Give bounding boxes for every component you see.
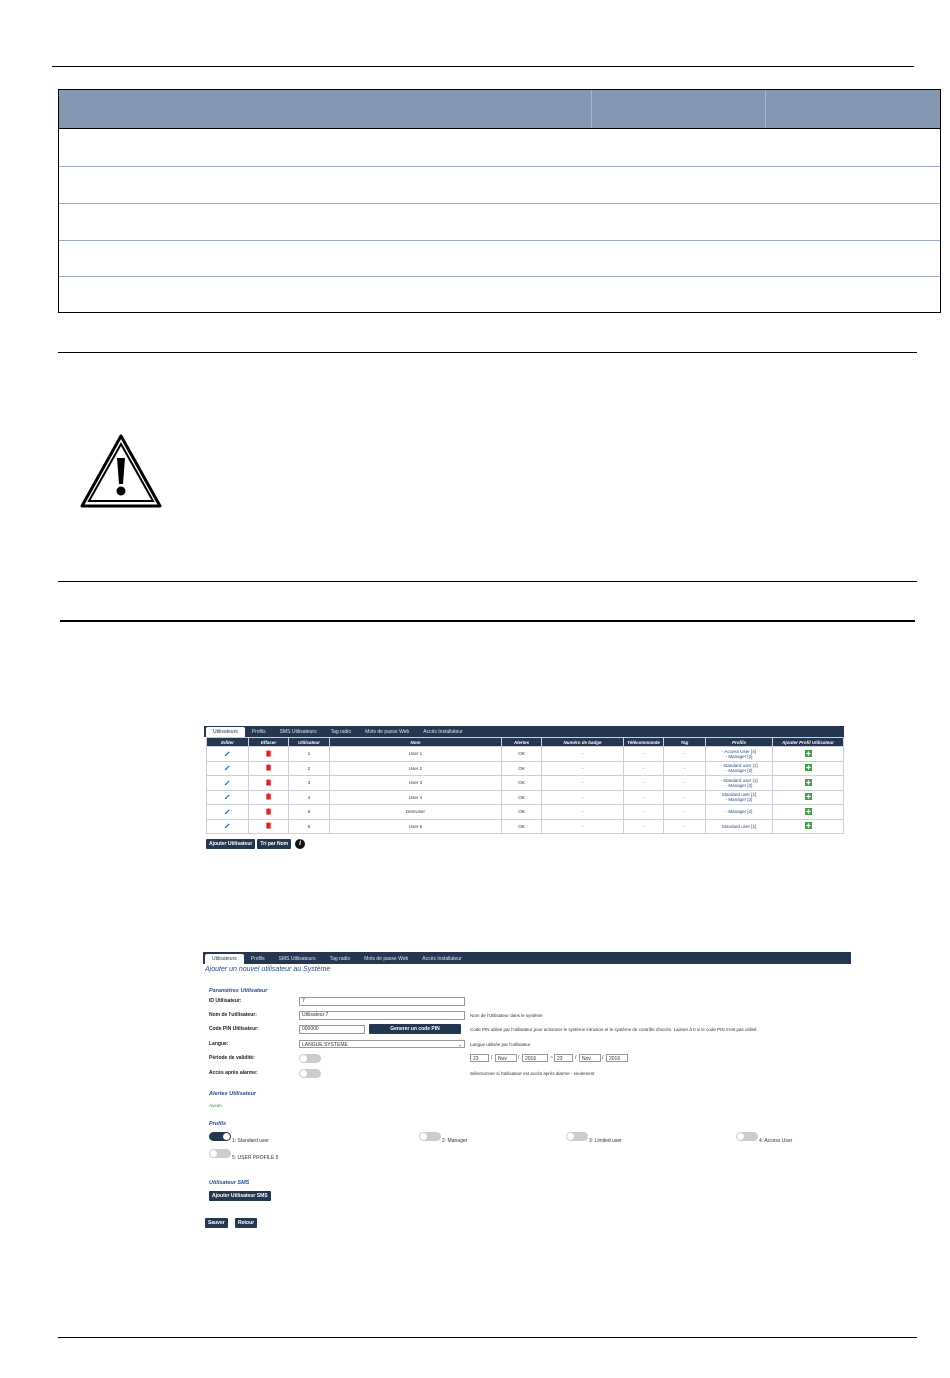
profile-link[interactable]: - Manager [2]: [725, 768, 753, 774]
user-tag: -: [664, 805, 706, 820]
user-alert: OK: [502, 790, 542, 805]
alerts-value: Aucun: [209, 1103, 222, 1108]
profile-link[interactable]: - Manager [2]: [725, 809, 753, 815]
profile-link[interactable]: Standard user [1]: [721, 792, 757, 798]
edit-icon[interactable]: [207, 819, 249, 834]
profile-label-2: 2: Manager: [442, 1138, 468, 1144]
tab-web-passwords[interactable]: Mots de passe Web: [364, 956, 409, 962]
delete-icon[interactable]: [249, 747, 289, 762]
table-row: [207, 747, 844, 762]
user-id: 2: [289, 761, 330, 776]
tab-installer-access[interactable]: Accès Installateur: [422, 956, 462, 962]
to-day-select[interactable]: 23: [554, 1054, 573, 1062]
id-label: ID Utilisateur:: [209, 998, 242, 1004]
date-separator: /: [602, 1055, 604, 1061]
col-add-profile: Ajouter Profil Utilisateur: [773, 738, 844, 747]
sms-heading: Utilisateur SMS: [209, 1180, 250, 1186]
name-input[interactable]: Utilisateur 7: [299, 1011, 465, 1020]
pin-note: Code PIN utilisé par l'utilisateur pour actionner le système intrusion et le système de contrôle d'accès. Laisser à 0 si le code PIN n'est pas utilisé.: [470, 1027, 758, 1032]
edit-icon[interactable]: [207, 761, 249, 776]
user-name: User 2: [330, 761, 502, 776]
sort-by-name-button[interactable]: Tri par Nom: [257, 839, 291, 849]
users-table: [206, 737, 844, 834]
profile-link[interactable]: - Standard user [1]: [720, 777, 758, 783]
pin-label: Code PIN Utilisateur:: [209, 1026, 259, 1032]
table-row: [207, 790, 844, 805]
user-list-screenshot: [204, 726, 844, 849]
user-id: 6: [289, 819, 330, 834]
save-button[interactable]: Sauver: [205, 1218, 228, 1228]
col-alerts: Alertes: [502, 738, 542, 747]
user-name: User 3: [330, 776, 502, 791]
add-profile-icon[interactable]: [773, 790, 844, 805]
user-badge: -: [542, 819, 624, 834]
user-profiles: [706, 761, 773, 776]
edit-icon[interactable]: [207, 805, 249, 820]
edit-icon[interactable]: [207, 747, 249, 762]
col-profiles: Profils: [706, 738, 773, 747]
tab-bar: [203, 952, 851, 964]
tab-bar: [204, 726, 844, 737]
user-tag: -: [664, 747, 706, 762]
profile-label-4: 4: Access User: [759, 1138, 793, 1144]
from-month-select[interactable]: Nov: [495, 1054, 517, 1062]
profile-link[interactable]: - Standard user [1]: [720, 763, 758, 769]
users-table-header: [207, 738, 844, 747]
language-select[interactable]: [299, 1040, 465, 1048]
user-alert: OK: [502, 819, 542, 834]
tab-sms-users[interactable]: SMS Utilisateurs: [279, 729, 317, 735]
profile-toggle-3[interactable]: [566, 1132, 588, 1141]
table-row: [59, 166, 940, 167]
user-name: DemUser: [330, 805, 502, 820]
profile-link[interactable]: - Access User [4]: [721, 748, 756, 754]
col-remote: Télécommande: [624, 738, 664, 747]
language-note: Langue utilisée par l'utilisateur: [470, 1042, 531, 1047]
delete-icon[interactable]: [249, 805, 289, 820]
add-profile-icon[interactable]: [773, 761, 844, 776]
col-badge: Numéro de badge: [542, 738, 624, 747]
tab-profiles[interactable]: Profils: [251, 729, 266, 735]
tab-radio-tag[interactable]: Tag radio: [330, 729, 352, 735]
chevron-down-icon: ⌄: [457, 1042, 462, 1048]
profile-label-1: 1: Standard user: [232, 1138, 269, 1144]
user-name: User 6: [330, 819, 502, 834]
warning-top-rule: [58, 352, 917, 353]
warning-icon: [80, 434, 162, 508]
profile-link[interactable]: Standard user [1]: [721, 823, 757, 829]
name-label: Nom de l'utilisateur:: [209, 1012, 257, 1018]
to-month-select[interactable]: Nov: [579, 1054, 601, 1062]
tab-installer-access[interactable]: Accès Installateur: [423, 729, 463, 735]
add-profile-icon[interactable]: [773, 776, 844, 791]
language-label: Langue:: [209, 1041, 229, 1047]
profiles-heading: Profils: [209, 1121, 227, 1127]
user-alert: OK: [502, 776, 542, 791]
id-input[interactable]: 7: [299, 997, 465, 1006]
tab-users[interactable]: Utilisateurs: [206, 727, 245, 737]
warning-bottom-rule: [58, 581, 917, 582]
page-footer-rule: [58, 1337, 917, 1338]
date-separator: /: [518, 1055, 520, 1061]
user-name: User 1: [330, 747, 502, 762]
back-button[interactable]: Retour: [235, 1218, 257, 1228]
form-title: Ajouter un nouvel utilisateur au Système: [205, 966, 331, 973]
tab-sms-users[interactable]: SMS Utilisateurs: [278, 956, 316, 962]
user-profiles: [706, 819, 773, 834]
user-profiles: [706, 776, 773, 791]
delete-icon[interactable]: [249, 819, 289, 834]
user-profiles: [706, 805, 773, 820]
date-separator: /: [575, 1055, 577, 1061]
user-remote: -: [624, 761, 664, 776]
profile-link[interactable]: - Manager [2]: [725, 782, 753, 788]
from-year-select[interactable]: 2016: [522, 1054, 548, 1062]
add-sms-user-button[interactable]: Ajouter Utilisateur SMS: [209, 1191, 271, 1201]
tab-web-passwords[interactable]: Mots de passe Web: [365, 729, 410, 735]
access-after-alarm-label: Accès après alarme:: [209, 1070, 258, 1076]
user-tag: -: [664, 790, 706, 805]
date-separator: /: [491, 1055, 493, 1061]
user-id: 5: [289, 805, 330, 820]
table-row: [207, 819, 844, 834]
user-profiles: [706, 747, 773, 762]
delete-icon[interactable]: [249, 776, 289, 791]
delete-icon[interactable]: [249, 790, 289, 805]
user-remote: -: [624, 790, 664, 805]
user-remote: -: [624, 819, 664, 834]
profile-link[interactable]: - Manager [2]: [725, 797, 753, 803]
profile-toggle-1[interactable]: [209, 1132, 231, 1141]
user-alert: OK: [502, 747, 542, 762]
col-user: Utilisateur: [289, 738, 330, 747]
delete-icon[interactable]: [249, 761, 289, 776]
section-rule: [60, 620, 915, 622]
user-badge: -: [542, 776, 624, 791]
user-remote: -: [624, 776, 664, 791]
add-profile-icon[interactable]: [773, 819, 844, 834]
user-id: 1: [289, 747, 330, 762]
user-tag: -: [664, 819, 706, 834]
table-row: [59, 276, 940, 277]
profile-toggle-4[interactable]: [736, 1132, 758, 1141]
user-badge: -: [542, 747, 624, 762]
user-alert: OK: [502, 761, 542, 776]
user-badge: -: [542, 761, 624, 776]
name-note: Nom de l'Utilisateur dans le système: [470, 1013, 543, 1018]
tab-profiles[interactable]: Profils: [250, 956, 265, 962]
user-tag: -: [664, 761, 706, 776]
params-heading: Paramètres Utilisateur: [209, 988, 268, 994]
user-remote: -: [624, 747, 664, 762]
add-user-screenshot: [203, 952, 851, 1232]
profile-label-3: 3: Limited user: [589, 1138, 622, 1144]
add-user-button[interactable]: Ajouter Utilisateur: [206, 839, 255, 849]
edit-icon[interactable]: [207, 776, 249, 791]
access-after-alarm-toggle[interactable]: [299, 1069, 321, 1078]
profile-label-5: 5: USER PROFILE 5: [232, 1155, 279, 1161]
col-delete: Effacer: [249, 738, 289, 747]
user-id: 3: [289, 776, 330, 791]
access-after-alarm-note: Sélectionner si l'utilisateur est accès après alarme - seulement: [470, 1071, 595, 1076]
col-edit: Editer: [207, 738, 249, 747]
table-row: [207, 761, 844, 776]
user-badge: -: [542, 790, 624, 805]
alerts-heading: Alertes Utilisateur: [209, 1091, 257, 1097]
user-name: User 4: [330, 790, 502, 805]
user-id: 4: [289, 790, 330, 805]
table-row: [59, 240, 940, 241]
col-name: Nom: [330, 738, 502, 747]
pin-input[interactable]: 000000: [299, 1025, 365, 1034]
info-icon[interactable]: i: [295, 839, 305, 849]
add-profile-icon[interactable]: [773, 747, 844, 762]
page-header-rule: [52, 66, 914, 67]
validity-label: Période de validité:: [209, 1055, 255, 1061]
user-remote: -: [624, 805, 664, 820]
range-separator: ~: [550, 1055, 553, 1061]
from-day-select[interactable]: 23: [470, 1054, 489, 1062]
edit-icon[interactable]: [207, 790, 249, 805]
table-row: [207, 805, 844, 820]
user-tag: -: [664, 776, 706, 791]
profile-toggle-2[interactable]: [419, 1132, 441, 1141]
tab-radio-tag[interactable]: Tag radio: [329, 956, 351, 962]
col-tag: Tag: [664, 738, 706, 747]
table-row: [207, 776, 844, 791]
to-year-select[interactable]: 2016: [606, 1054, 628, 1062]
language-value: LANGUE SYSTEME: [302, 1042, 348, 1048]
profile-link[interactable]: - Manager [2]: [725, 753, 753, 759]
user-profiles: [706, 790, 773, 805]
user-badge: -: [542, 805, 624, 820]
add-profile-icon[interactable]: [773, 805, 844, 820]
generate-pin-button[interactable]: Generer un code PIN: [369, 1024, 461, 1034]
top-table: [58, 89, 941, 313]
profile-toggle-5[interactable]: [209, 1149, 231, 1158]
top-table-header: [59, 90, 940, 129]
validity-toggle[interactable]: [299, 1054, 321, 1063]
tab-users[interactable]: Utilisateurs: [205, 954, 244, 964]
user-alert: OK: [502, 805, 542, 820]
table-row: [59, 203, 940, 204]
